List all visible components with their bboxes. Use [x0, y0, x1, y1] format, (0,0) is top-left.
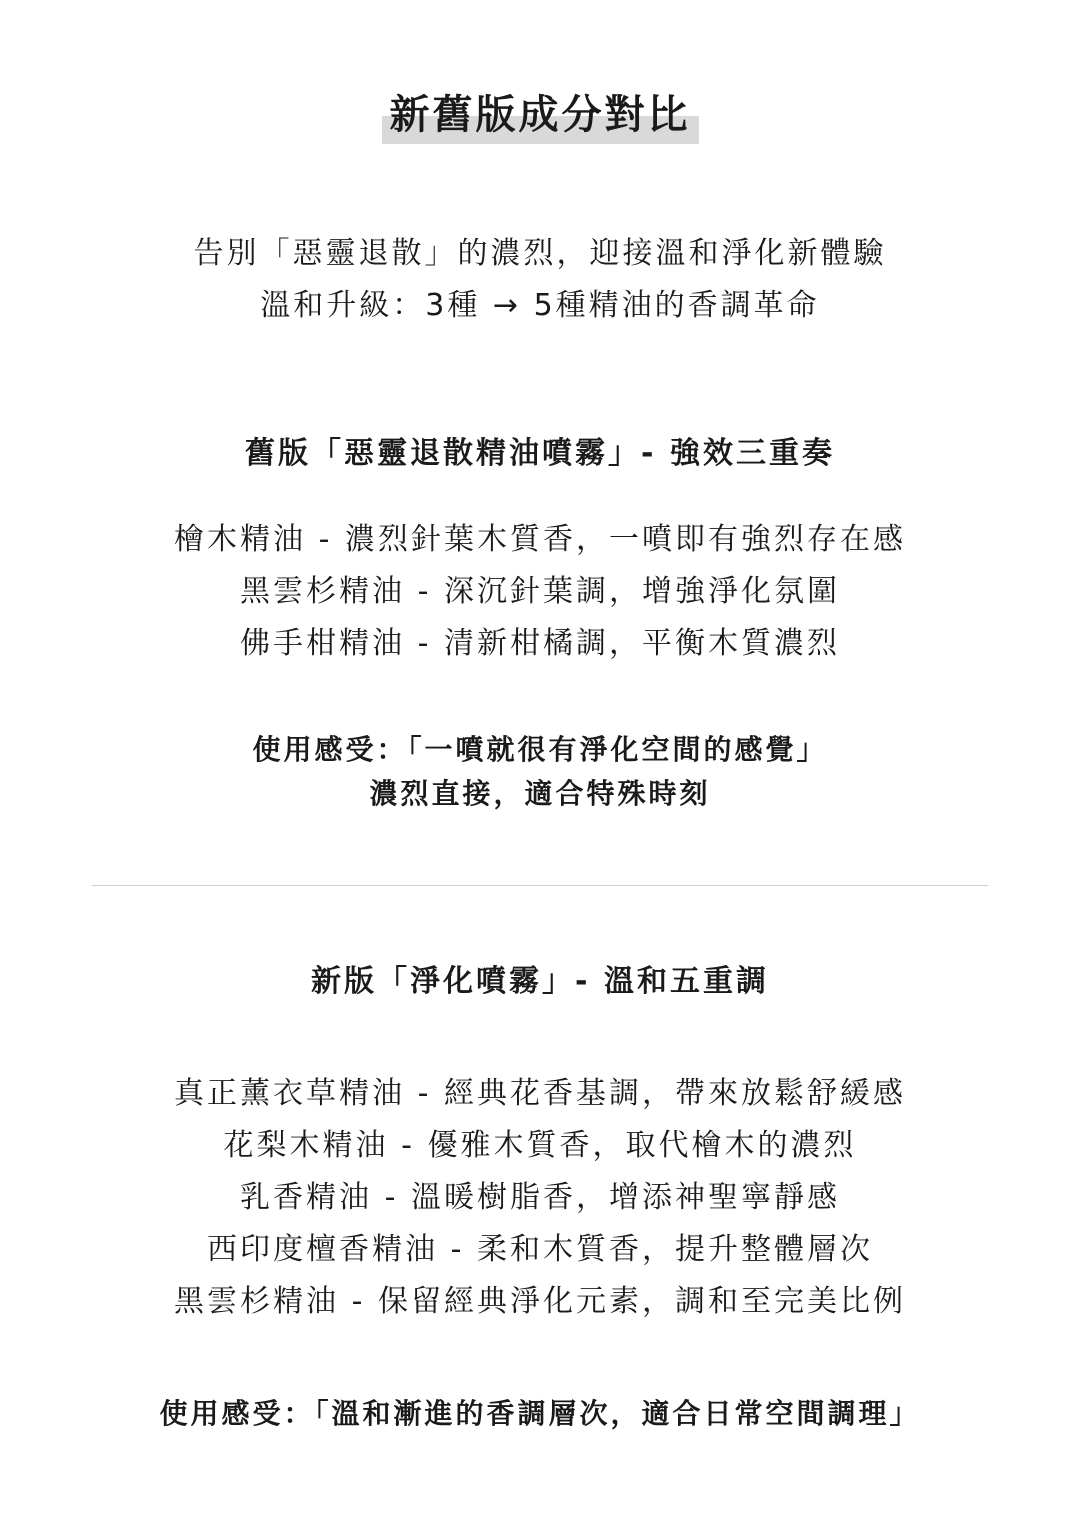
title-section [0, 88, 1080, 142]
new-version-heading: 新版「淨化噴霧」- 溫和五重調 [311, 964, 769, 999]
old-version-feeling [0, 728, 1080, 816]
ingredient-item: 黑雲杉精油 - 保留經典淨化元素，調和至完美比例 [174, 1284, 906, 1319]
new-version-feeling [0, 1392, 1080, 1436]
ingredient-item: 西印度檀香精油 - 柔和木質香，提升整體層次 [207, 1232, 873, 1267]
ingredient-item: 花梨木精油 - 優雅木質香，取代檜木的濃烈 [223, 1128, 857, 1163]
intro-line: 告別「惡靈退散」的濃烈，迎接溫和淨化新體驗 [193, 236, 887, 271]
new-version-ingredient-list [0, 1068, 1080, 1328]
ingredient-item: 真正薰衣草精油 - 經典花香基調，帶來放鬆舒緩感 [174, 1076, 906, 1111]
feeling-line: 使用感受：「溫和漸進的香調層次，適合日常空間調理」 [159, 1397, 921, 1430]
ingredient-item: 黑雲杉精油 - 深沉針葉調，增強淨化氛圍 [240, 574, 840, 609]
section-divider [92, 885, 988, 886]
feeling-line: 使用感受：「一噴就很有淨化空間的感覺」 [252, 733, 828, 766]
ingredient-item: 佛手柑精油 - 清新柑橘調，平衡木質濃烈 [240, 626, 840, 661]
old-version-heading: 舊版「惡靈退散精油噴霧」- 強效三重奏 [245, 436, 835, 471]
ingredient-item: 乳香精油 - 溫暖樹脂香，增添神聖寧靜感 [240, 1180, 840, 1215]
ingredient-item: 檜木精油 - 濃烈針葉木質香，一噴即有強烈存在感 [174, 522, 906, 557]
old-version-ingredient-list [0, 514, 1080, 670]
intro-section [0, 228, 1080, 332]
intro-line: 溫和升級：3種 → 5種精油的香調革命 [260, 288, 820, 323]
page-title-text: 新舊版成分對比 [389, 92, 691, 138]
feeling-line: 濃烈直接，適合特殊時刻 [369, 777, 711, 810]
page-title [382, 88, 699, 142]
